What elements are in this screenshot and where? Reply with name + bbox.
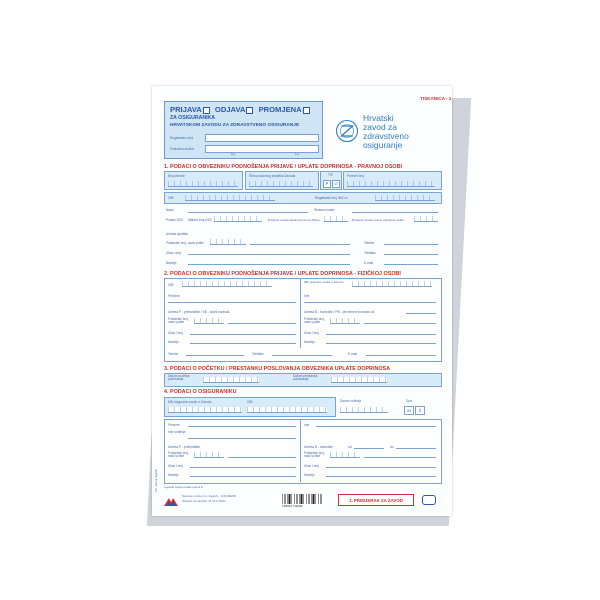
do-label-4: do bbox=[390, 445, 394, 449]
mbo-label-2: MB osigurane osobe u Zavodu bbox=[304, 280, 344, 284]
naselje-label-2b: Naselje bbox=[304, 340, 315, 344]
skraceni-naziv-label: Skraćeni naziv bbox=[314, 208, 335, 212]
podrucna-sluzba-field[interactable] bbox=[205, 145, 319, 153]
adresa-p-label-4: Adresa P - prebivalište bbox=[168, 445, 201, 449]
djelatnost-input[interactable] bbox=[324, 216, 348, 222]
od-label-4: od bbox=[348, 445, 352, 449]
insurance-form-sheet bbox=[152, 86, 452, 516]
ulica-field-4b[interactable] bbox=[326, 467, 436, 468]
tip-box bbox=[320, 171, 342, 190]
mbo-input-4[interactable] bbox=[168, 407, 242, 413]
email-field-1[interactable] bbox=[384, 264, 438, 265]
email-label-1: E-mail bbox=[364, 261, 374, 265]
telefaks-field-1[interactable] bbox=[384, 254, 438, 255]
section-2-title: 2. PODACI O OBVEZNIKU PODNOŠENJA PRIJAVE / UPLATE DOPRINOSA - FIZIČKOJ OSOBI bbox=[164, 271, 401, 277]
prezime-label-4: Prezime bbox=[168, 423, 180, 427]
posta-field-4b[interactable] bbox=[364, 457, 436, 458]
mbo-label-4: MB osigurane osobe u Zavodu bbox=[168, 400, 212, 404]
telefaks-label-2: Telefaks bbox=[252, 352, 264, 356]
odjava-label: ODJAVA bbox=[214, 105, 246, 114]
hzzo-line: HRVATSKOM ZAVODU ZA ZDRAVSTVENO OSIGURANJE bbox=[170, 123, 300, 128]
prezime-label-2: Prezime bbox=[168, 294, 180, 298]
oib-row bbox=[164, 192, 442, 204]
oib-label: OIB bbox=[168, 196, 174, 200]
postanski-input-2b[interactable] bbox=[330, 318, 360, 324]
telefon-field-2[interactable] bbox=[186, 355, 244, 356]
ulica-field-1[interactable] bbox=[188, 254, 350, 255]
datum-prestanka-label: Datum prestanka poslovanja bbox=[293, 374, 318, 382]
postanski-label-1: Poštanski broj, naziv pošte bbox=[166, 241, 204, 245]
registarski-ured-field[interactable] bbox=[205, 134, 319, 142]
oib-label-4: OIB bbox=[247, 400, 253, 404]
sifra-input[interactable] bbox=[249, 181, 313, 187]
section-2-divider bbox=[300, 278, 301, 348]
side-text bbox=[154, 442, 162, 496]
posta-field-2a[interactable] bbox=[228, 323, 296, 324]
logo-line-2: zavod za bbox=[363, 122, 398, 132]
prezime-field-4[interactable] bbox=[188, 426, 296, 427]
naselje-label-2a: Naselje bbox=[168, 340, 179, 344]
odjava-checkbox[interactable] bbox=[246, 107, 253, 114]
tip-p-checkbox[interactable]: P bbox=[323, 180, 331, 188]
form-code: TISKANICA - 1 bbox=[420, 96, 452, 101]
posta-field-1[interactable] bbox=[250, 244, 350, 245]
prezime-field-2[interactable] bbox=[168, 302, 296, 303]
nkd-label: Registarski broj NKD-a bbox=[315, 196, 348, 200]
spol-label: Spol bbox=[406, 399, 413, 403]
pravni-oblik-label: Brojčana oznaka pravno ustrojbene oblike bbox=[352, 218, 405, 222]
postanski-input-4a[interactable] bbox=[194, 452, 224, 458]
od-field-4[interactable] bbox=[354, 448, 384, 449]
naselje-label-1: Naselje bbox=[166, 261, 177, 265]
naselje-label-4b: Naselje bbox=[304, 473, 315, 477]
email-label-2: E-mail bbox=[348, 352, 358, 356]
podrucna-sluzba-label: Područna služba bbox=[170, 147, 194, 151]
ulica-label-4a: Ulica i broj bbox=[168, 464, 183, 468]
naselje-field-2b[interactable] bbox=[326, 343, 436, 344]
adresa-p-label-2: Adresa P - prebivalište / SB - stalni boravak bbox=[168, 310, 230, 314]
ulica-label-1: Ulica i broj bbox=[166, 251, 181, 255]
postanski-input-4b[interactable] bbox=[330, 452, 360, 458]
broj-obveze-input[interactable] bbox=[168, 181, 238, 187]
ime-roditelja-field[interactable] bbox=[188, 438, 296, 439]
naziv-label: Naziv bbox=[166, 208, 174, 212]
broj-obveze-box bbox=[164, 171, 243, 190]
oib-input-4[interactable] bbox=[247, 407, 327, 413]
naselje-field-4a[interactable] bbox=[190, 476, 296, 477]
copy-label-box bbox=[338, 494, 414, 506]
section-3-row bbox=[164, 373, 442, 387]
ulica-label-4b: Ulica i broj bbox=[304, 464, 319, 468]
promjena-checkbox[interactable] bbox=[303, 107, 310, 114]
naselje-field-2a[interactable] bbox=[190, 343, 296, 344]
adresa-b-date-2[interactable] bbox=[406, 313, 436, 314]
ime-label-2: Ime bbox=[304, 294, 310, 298]
adresa-b-label-4: Adresa B - boravište bbox=[304, 445, 333, 449]
datum-pocetka-label: Datum početka poslovanja bbox=[168, 374, 190, 382]
datum-rodjenja-input[interactable] bbox=[340, 407, 388, 413]
barcode bbox=[282, 494, 322, 504]
oib-label-2: OIB bbox=[168, 283, 174, 287]
footer-legend: Legenda popisa oznake pravne ili. bbox=[164, 486, 204, 489]
naselje-label-4a: Naselje bbox=[168, 473, 179, 477]
posta-field-4a[interactable] bbox=[228, 457, 296, 458]
postanski-label-2a: Poštanski broj, naziv pošte bbox=[168, 317, 189, 325]
registration-header bbox=[164, 101, 323, 159]
registarski-ured-label: Registarski ured bbox=[170, 136, 194, 140]
tip-label: TIP bbox=[328, 173, 333, 177]
footer-publisher: Narodne novine d.d., Zagreb – (13) 000265 bbox=[182, 494, 236, 498]
naselje-field-4b[interactable] bbox=[326, 476, 436, 477]
skraceni-naziv-field[interactable] bbox=[352, 212, 438, 213]
section-4-id-box bbox=[164, 397, 336, 417]
footer-order: Obrazac za naručiti: UT-III-1-700/N bbox=[182, 499, 226, 503]
ime-caption: ime bbox=[295, 153, 300, 156]
telefon-label-2: Telefon bbox=[168, 352, 179, 356]
section-1-title: 1. PODACI O OBVEZNIKU PODNOŠENJA PRIJAVE / UPLATE DOPRINOSA - PRAVNOJ OSOBI bbox=[164, 164, 403, 170]
ime-field-4[interactable] bbox=[316, 426, 436, 427]
tip-o-checkbox[interactable]: O bbox=[332, 180, 340, 188]
telefaks-label-1: Telefaks bbox=[364, 251, 376, 255]
ulica-field-2a[interactable] bbox=[190, 334, 296, 335]
section-4-divider bbox=[300, 419, 301, 482]
djelatnost-label: Brojčana oznaka djelatnosti prema NKD-u bbox=[268, 218, 321, 222]
spol-m-checkbox[interactable]: M bbox=[404, 406, 414, 415]
oib-input-2[interactable] bbox=[182, 281, 272, 287]
mbo-input-2[interactable] bbox=[352, 281, 432, 287]
ime-label-4: Ime bbox=[304, 423, 310, 427]
section-3-title: 3. PODACI O POČETKU / PRESTANKU POSLOVANJA OBVEZNIKA UPLATE DOPRINOSA bbox=[164, 366, 391, 372]
barcode-number: 3 856011 7 000265 bbox=[282, 505, 303, 508]
broj-obveze-label: Broj obveze bbox=[168, 174, 185, 178]
section-4-title: 4. PODACI O OSIGURANIKU bbox=[164, 389, 237, 395]
podaci-dzs-label: Podaci DZS bbox=[166, 218, 184, 222]
adresa-sjedista-label: Adresa sjedišta bbox=[166, 232, 188, 236]
postanski-label-2b: Poštanski broj, naziv pošte bbox=[304, 317, 325, 325]
stamp-icon bbox=[422, 495, 436, 505]
postanski-input-2a[interactable] bbox=[194, 318, 224, 324]
telefaks-field-2[interactable] bbox=[272, 355, 332, 356]
porezni-broj-label: Porezni broj bbox=[347, 174, 365, 178]
pravni-oblik-input[interactable] bbox=[414, 216, 438, 222]
sifra-label: Šifra poslovnog subjekta Zavoda bbox=[249, 174, 296, 178]
naziv-field[interactable] bbox=[188, 212, 308, 213]
postanski-label-4b: Poštanski broj, naziv pošte bbox=[304, 451, 325, 459]
prijava-label: PRIJAVA bbox=[170, 105, 202, 114]
telefon-field-1[interactable] bbox=[384, 244, 438, 245]
za-osiguranika: ZA OSIGURANIKA bbox=[170, 115, 216, 121]
prijava-checkbox[interactable] bbox=[203, 107, 210, 114]
side-text-label: NN - Zavod, Zagreb bbox=[155, 469, 158, 492]
adresa-b-label-2: Adresa B - boravište / PB - privremeni boravak od bbox=[304, 310, 375, 314]
nn-logo-icon bbox=[164, 494, 178, 504]
ulica-label-2b: Ulica i broj bbox=[304, 331, 319, 335]
hzzo-logo-icon bbox=[335, 119, 359, 143]
do-field-4[interactable] bbox=[396, 448, 436, 449]
maticni-broj-label: Matični broj DZS bbox=[188, 218, 212, 222]
datum-rodjenja-label: Datum rođenja bbox=[340, 399, 361, 403]
porezni-broj-input[interactable] bbox=[347, 181, 435, 187]
logo-line-1: Hrvatski bbox=[363, 113, 394, 123]
datum-prestanka-input[interactable] bbox=[331, 377, 387, 383]
sifra-box bbox=[245, 171, 319, 190]
datum-pocetka-input[interactable] bbox=[203, 377, 259, 383]
oib-input[interactable] bbox=[185, 195, 275, 201]
logo-line-4: osiguranje bbox=[363, 140, 403, 150]
email-field-2[interactable] bbox=[366, 355, 436, 356]
telefon-label-1: Telefon bbox=[364, 241, 375, 245]
posta-field-2b[interactable] bbox=[364, 323, 436, 324]
postanski-input-1[interactable] bbox=[210, 239, 246, 245]
postanski-label-4a: Poštanski broj, naziv pošte bbox=[168, 451, 189, 459]
ime-roditelja-label: Ime roditelja bbox=[168, 430, 186, 434]
spol-z-checkbox[interactable]: Ž bbox=[415, 406, 425, 415]
promjena-label: PROMJENA bbox=[258, 105, 302, 114]
copy-label: 1. PRIMJERAK ZA ZAVOD bbox=[349, 497, 403, 503]
broj-caption: broj bbox=[231, 153, 236, 156]
ulica-field-4a[interactable] bbox=[190, 467, 296, 468]
maticni-broj-input[interactable] bbox=[214, 216, 262, 222]
logo-line-3: zdravstveno bbox=[363, 131, 409, 141]
nkd-input[interactable] bbox=[375, 195, 435, 201]
ulica-label-2a: Ulica i broj bbox=[168, 331, 183, 335]
porezni-broj-box bbox=[343, 171, 442, 190]
registration-type-row bbox=[170, 105, 310, 114]
ime-field-2[interactable] bbox=[304, 302, 436, 303]
naselje-field-1[interactable] bbox=[188, 264, 350, 265]
ulica-field-2b[interactable] bbox=[326, 334, 436, 335]
